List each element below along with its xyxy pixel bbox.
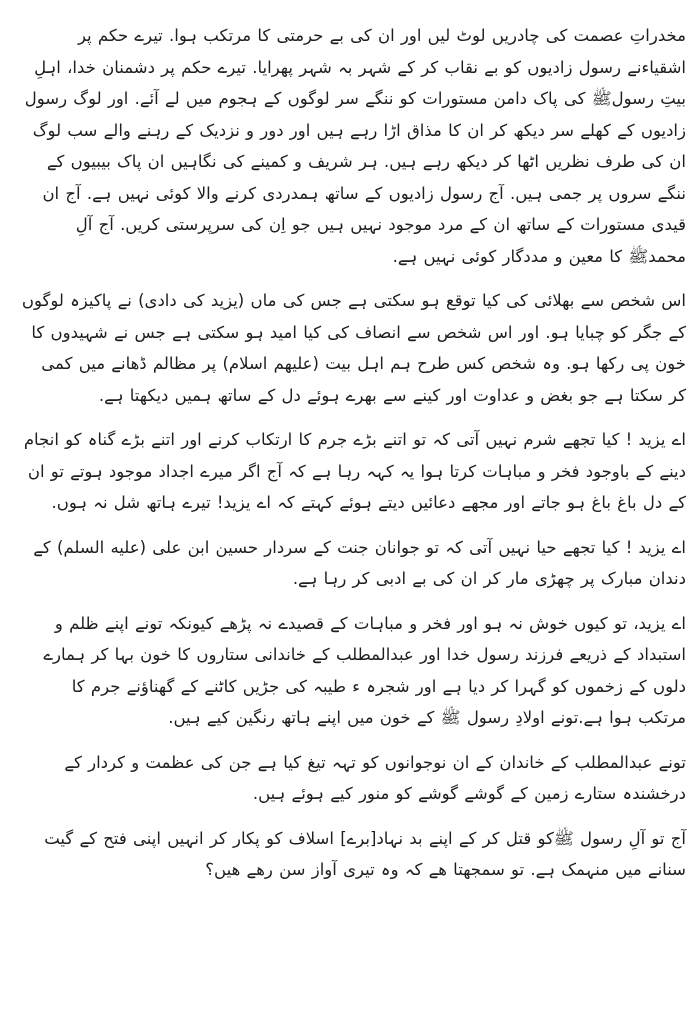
paragraph-5: اے یزید، تو کیوں خوش نہ ہو اور فخر و مباہات کے قصیدے نہ پڑھے کیونکہ تونے اپنے ظلم و استبداد کے ذریعے فرزند رسول خدا اور عبدالمطلب کے خاندانی ستاروں کا خون بہا کر ہمارے دلوں کے زخموں کو گہرا کر دیا ہے اور شجرہ ء طیبہ کی جڑیں کاٹنے کے گھناؤنے جرم کا مرتکب ہوا ہے.تونے اولادِ رسول ﷺ کے خون میں اپنے ہاتھ رنگین کیے ہیں. xyxy=(43,613,686,727)
paragraph-2: اس شخص سے بھلائی کی کیا توقع ہو سکتی ہے جس کی ماں (یزید کی دادی) نے پاکیزہ لوگوں کے جگر کو چبایا ہو. اور اس شخص سے انصاف کی کیا امید ہو سکتی ہے جس نے شہیدوں کا خون پی رکھا ہو. وہ شخص کس طرح ہم اہل بیت (علیھم اسلام) پر مظالم ڈھانے میں کمی کر سکتا ہے جو بغض و عداوت اور کینے سے بھرے ہوئے دل کے ساتھ ہمیں دیکھتا ہے. xyxy=(21,291,686,405)
paragraph-3: اے یزید ! کیا تجھے شرم نہیں آتی کہ تو اتنے بڑے جرم کا ارتکاب کرنے اور اتنے بڑے گناہ کو انجام دینے کے باوجود فخر و مباہات کرتا ہوا یہ کہہ رہا ہے کہ آج اگر میرے اجداد موجود ہوتے تو ان کے دل باغ باغ ہو جاتے اور مجھے دعائیں دیتے ہوئے کہتے کہ اے یزید! تیرے ہاتھ شل نہ ہوں. xyxy=(23,430,686,512)
paragraph-4: اے یزید ! کیا تجھے حیا نہیں آتی کہ تو جوانان جنت کے سردار حسین ابن علی (علیه السلم) کے دندان مبارک پر چھڑی مار کر ان کی بے ادبی کر رہا ہے. xyxy=(33,537,686,588)
paragraph-6: تونے عبدالمطلب کے خاندان کے ان نوجوانوں کو تہہ تیغ کیا ہے جن کی عظمت و کردار کے درخشندہ ستارے زمین کے گوشے گوشے کو منور کیے ہوئے ہیں. xyxy=(64,752,686,803)
paragraph-1: مخدراتِ عصمت کی چادریں لوٹ لیں اور ان کی بے حرمتی کا مرتکب ہوا. تیرے حکم پر اشقیاءنے رسول زادیوں کو بے نقاب کر کے شہر بہ شہر پھرایا. تیرے حکم پر دشمنان خدا، اہلِ بیتِ رسولﷺ کی پاک دامن مستورات کو ننگے سر لوگوں کے ہجوم میں لے آئے. اور لوگ رسول زادیوں کے کھلے سر دیکھ کر ان کا مذاق اڑا رہے ہیں اور دور و نزدیک کے رہنے والے سب لوگ ان کی طرف نظریں اٹھا کر دیکھ رہے ہیں. ہر شریف و کمینے کی نگاہیں ان پاک بیبیوں کے ننگے سروں پر جمی ہیں. آج رسول زادیوں کے ساتھ ہمدردی کرنے والا کوئی نہیں ہے. آج ان قیدی مستورات کے ساتھ ان کے مرد موجود نہیں ہیں جو اِن کی سرپرستی کریں. آج آلِ محمدﷺ کا معین و مددگار کوئی نہیں ہے. xyxy=(24,26,686,266)
paragraph-7: آج تو آلِ رسول ﷺکو قتل کر کے اپنے بد نہاد[برے] اسلاف کو پکار کر انہیں اپنی فتح کے گیت سنانے میں منہمک ہے. تو سمجھتا ھے کہ وہ تیری آواز سن رھے ھیں؟ xyxy=(44,828,686,879)
